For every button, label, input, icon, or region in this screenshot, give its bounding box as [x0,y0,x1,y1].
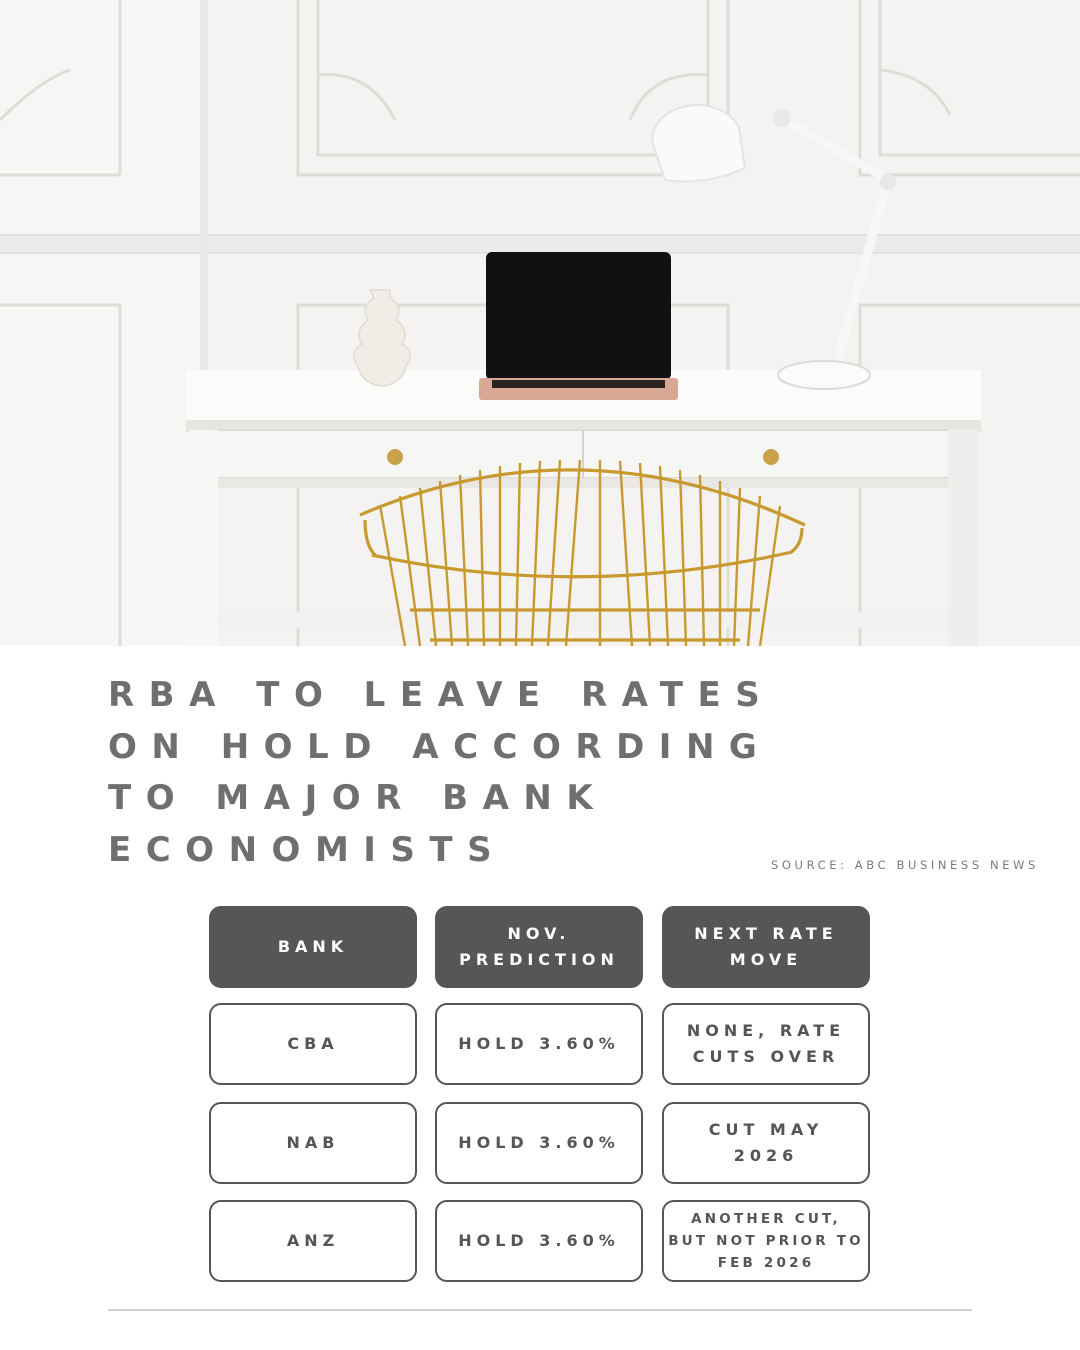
headline-line: ECONOMISTS [108,829,507,870]
headline-line: RBA TO LEAVE RATES [108,675,775,715]
table-cell-next-move [662,1003,870,1085]
cell-text: NAB [286,1133,340,1152]
headline [108,670,808,876]
cell-text: ANOTHER CUT, BUT NOT PRIOR TO FEB 2026 [668,1211,864,1271]
headline-line: TO MAJOR BANK [108,778,608,818]
table-cell-bank [209,1003,417,1085]
table-cell-prediction [435,1003,643,1085]
table-cell-next-move [662,1200,870,1282]
bottom-divider [108,1309,972,1311]
table-cell-next-move [662,1102,870,1184]
cell-text: HOLD 3.60% [458,1231,620,1250]
cell-text: CBA [287,1034,339,1053]
hero-photo [0,0,1080,646]
cell-text: ANZ [286,1231,340,1250]
headline-line: ON HOLD ACCORDING [108,726,772,767]
header-next-move [662,906,870,988]
table-cell-bank [209,1102,417,1184]
cell-text: NONE, RATE CUTS OVER [686,1021,846,1066]
header-label: NEXT RATE MOVE [694,924,838,969]
table-cell-prediction [435,1102,643,1184]
cell-text: CUT MAY 2026 [708,1120,824,1165]
header-label: NOV. PREDICTION [459,924,619,969]
table-cell-bank [209,1200,417,1282]
header-label: BANK [277,937,349,956]
header-prediction [435,906,643,988]
header-bank [209,906,417,988]
table-cell-prediction [435,1200,643,1282]
source-credit: SOURCE: ABC BUSINESS NEWS [771,858,1039,872]
cell-text: HOLD 3.60% [458,1133,620,1152]
cell-text: HOLD 3.60% [458,1034,620,1053]
